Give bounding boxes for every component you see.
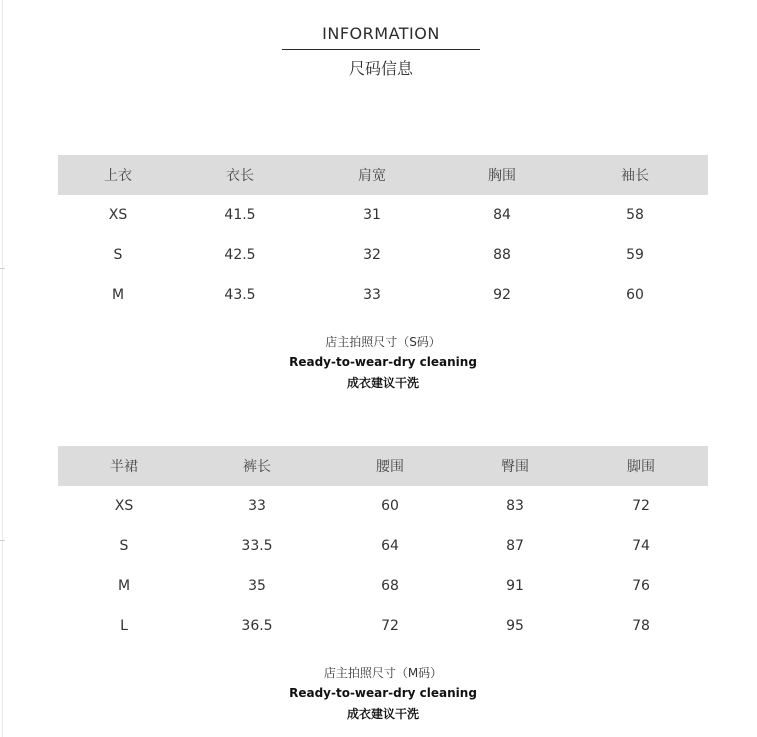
column-header: 胸围 [442, 155, 562, 195]
table-header-row [58, 155, 708, 195]
table-cell: 33 [363, 287, 381, 303]
table-row [58, 606, 708, 646]
table-cell: 58 [626, 207, 644, 223]
top-table-note [183, 332, 583, 394]
column-header: 裤长 [190, 446, 324, 486]
table-row [58, 275, 708, 315]
skirt-size-table [58, 446, 708, 646]
note-photo-size: 店主拍照尺寸（M码） [323, 666, 443, 680]
note-care-english: Ready-to-wear-dry cleaning [289, 686, 477, 700]
table-cell: 74 [632, 538, 650, 554]
table-cell: 43.5 [224, 287, 256, 303]
table-cell: M [111, 287, 125, 303]
column-header: 脚围 [574, 446, 708, 486]
table-cell: 42.5 [224, 247, 256, 263]
table-cell: 91 [506, 578, 524, 594]
table-cell: 31 [363, 207, 381, 223]
table-row [58, 526, 708, 566]
note-photo-size: 店主拍照尺寸（S码） [325, 335, 441, 349]
table-cell: 64 [381, 538, 399, 554]
title-english: INFORMATION [322, 24, 440, 43]
table-cell: 83 [506, 498, 524, 514]
column-header: 上衣 [58, 155, 178, 195]
column-header: 肩宽 [302, 155, 442, 195]
table-cell: 60 [381, 498, 399, 514]
table-cell: 72 [381, 618, 399, 634]
left-edge-line [2, 0, 3, 737]
table-cell: 32 [363, 247, 381, 263]
note-care-chinese: 成衣建议干洗 [346, 707, 419, 721]
table-cell: 33.5 [241, 538, 273, 554]
note-care-chinese: 成衣建议干洗 [346, 376, 419, 390]
table-cell: XS [108, 207, 128, 223]
column-header: 半裙 [58, 446, 190, 486]
table-cell: 87 [506, 538, 524, 554]
table-row [58, 235, 708, 275]
table-row [58, 486, 708, 526]
title-chinese: 尺码信息 [348, 59, 413, 78]
table-cell: 68 [381, 578, 399, 594]
table-cell: 78 [632, 618, 650, 634]
table-cell: S [119, 538, 129, 554]
table-row [58, 566, 708, 606]
skirt-table-note [183, 663, 583, 725]
table-cell: 92 [493, 287, 511, 303]
note-care-english: Ready-to-wear-dry cleaning [289, 355, 477, 369]
column-header: 袖长 [562, 155, 708, 195]
table-cell: 59 [626, 247, 644, 263]
table-header-row [58, 446, 708, 486]
left-edge-tick [0, 540, 5, 541]
table-cell: 36.5 [241, 618, 273, 634]
table-cell: 41.5 [224, 207, 256, 223]
table-cell: 33 [248, 498, 266, 514]
table-cell: M [117, 578, 131, 594]
table-cell: 35 [248, 578, 266, 594]
table-cell: 95 [506, 618, 524, 634]
title-divider [282, 49, 480, 50]
table-cell: 76 [632, 578, 650, 594]
table-cell: 84 [493, 207, 511, 223]
table-row [58, 195, 708, 235]
table-cell: 60 [626, 287, 644, 303]
table-cell: XS [114, 498, 134, 514]
table-cell: 88 [493, 247, 511, 263]
column-header: 臀围 [456, 446, 574, 486]
column-header: 腰围 [324, 446, 456, 486]
left-edge-tick [0, 268, 5, 269]
table-cell: L [120, 618, 128, 634]
table-cell: 72 [632, 498, 650, 514]
table-cell: S [113, 247, 123, 263]
top-size-table [58, 155, 708, 315]
column-header: 衣长 [178, 155, 302, 195]
